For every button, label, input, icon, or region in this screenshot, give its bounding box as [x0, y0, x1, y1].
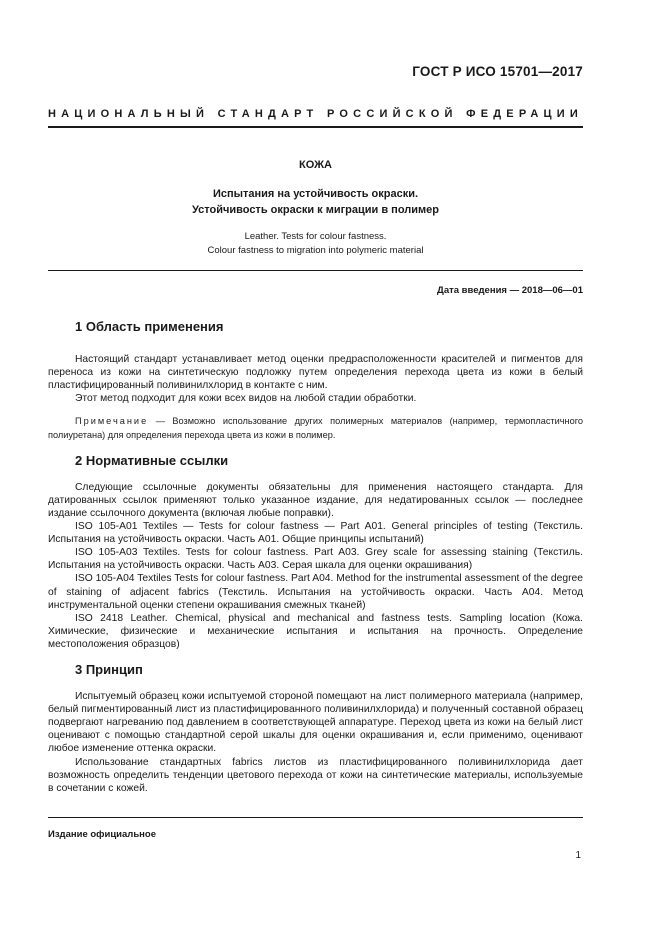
section-1-heading: 1 Область применения	[75, 319, 224, 334]
official-edition-label: Издание официальное	[48, 829, 156, 840]
introduction-date: Дата введения — 2018—06—01	[437, 285, 583, 296]
reference-iso-105-a01: ISO 105-A01 Textiles — Tests for colour fastness — Part A01. General principles of testing (Текстиль. Испытания на устойчивость окраски. Часть А01. Общие принципы испытаний)	[48, 521, 583, 546]
section-1-paragraph-1: Настоящий стандарт устанавливает метод оценки предрасположенности красителей и пигментов для переноса из кожи на синтетическую подложку путем определения перехода цвета из кожи в белый пластифицированный поливинилхлорид в контакте с ним.	[48, 354, 583, 392]
section-2-paragraph-1: Следующие ссылочные документы обязательны для применения настоящего стандарта. Для датированных ссылок применяют только указанное издание, для недатированных ссылок — последнее издание ссылочного документа (включая любые поправки).	[48, 481, 583, 519]
title-rule	[48, 270, 583, 271]
section-1-note	[48, 415, 583, 441]
note-label: Примечание	[75, 416, 149, 427]
national-standard-banner: НАЦИОНАЛЬНЫЙ СТАНДАРТ РОССИЙСКОЙ ФЕДЕРАЦИИ	[48, 108, 583, 120]
english-title-line-1: Leather. Tests for colour fastness.	[244, 231, 387, 242]
reference-iso-105-a04: ISO 105-A04 Textiles Tests for colour fastness. Part A04. Method for the instrumental assessment of the degree of staining of adjacent fabrics (Текстиль. Испытания на устойчивость окраски. Часть А04. Метод инструментальной оценки степени окрашивания смежных тканей)	[48, 573, 583, 611]
document-subtitle	[48, 186, 583, 218]
reference-iso-105-a03: ISO 105-A03 Textiles. Tests for colour fastness. Part A03. Grey scale for assessing staining (Текстиль. Испытания на устойчивость окраски. Часть А03. Серая шкала для оценки окрашивания)	[48, 547, 583, 572]
subtitle-line-2: Устойчивость окраски к миграции в полимер	[191, 204, 439, 216]
section-3-heading: 3 Принцип	[75, 661, 143, 677]
document-title: КОЖА	[298, 159, 332, 171]
english-title-line-2: Colour fastness to migration into polymeric material	[207, 245, 424, 256]
reference-iso-2418: ISO 2418 Leather. Chemical, physical and mechanical and fastness tests. Sampling location (Кожа. Химические, физические и механические испытания и испытания на прочность. Определение местоположения образцов)	[48, 612, 583, 650]
note-text: — Возможно использование других полимерных материалов (например, термопластичного полиуретана) для определения перехода цвета из кожи в полимер.	[48, 416, 583, 440]
footer-rule	[48, 817, 583, 818]
header-rule	[48, 126, 583, 128]
page-number: 1	[575, 850, 581, 861]
section-1-paragraph-2: Этот метод подходит для кожи всех видов на любой стадии обработки.	[75, 393, 417, 405]
section-3-paragraph-1: Испытуемый образец кожи испытуемой стороной помещают на лист полимерного материала (например, белый пигментированный лист из пластифицированного поливинилхлорида) и полученный составной образец подвергают нагреванию под давлением в соответствующей аппаратуре. Переход цвета из кожи на белый лист оценивают с помощью стандартной серой шкалы для оценки окрашивания и, если применимо, оценивают любое изменение оттенка окраски.	[48, 691, 583, 755]
standard-code: ГОСТ Р ИСО 15701—2017	[412, 64, 583, 79]
section-2-heading: 2 Нормативные ссылки	[75, 452, 229, 468]
document-body	[48, 320, 583, 795]
english-title	[48, 230, 583, 258]
subtitle-line-1: Испытания на устойчивость окраски.	[212, 188, 419, 200]
section-3-paragraph-2: Использование стандартных fabrics листов из пластифицированного поливинилхлорида дает возможность определить тенденции цветового перехода от кожи на синтетические материалы, используемые в сочетании с кожей.	[48, 756, 583, 794]
